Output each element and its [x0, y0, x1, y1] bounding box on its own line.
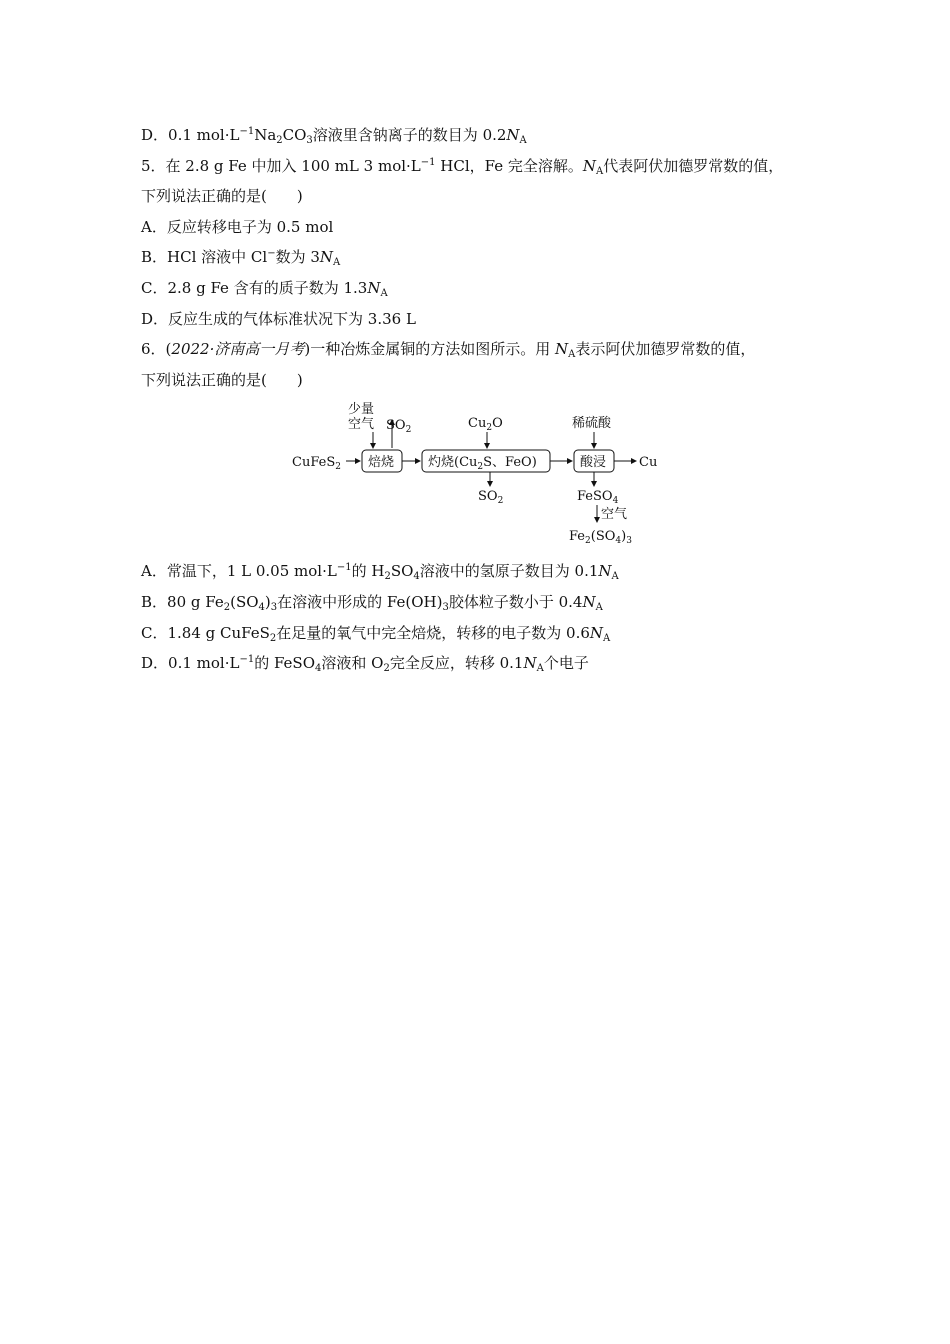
- roast-input-bottom: 空气: [348, 417, 375, 432]
- byproduct-fe2so43: $Fe_2(SO_4)_3$: [569, 529, 632, 546]
- q4-option-d: D．0.1 $mol\cdot L^{-1}Na_2CO_3$溶液里含钠离子的数目为 $0.2N_A$: [141, 126, 527, 146]
- roast-input-top: 少量: [348, 402, 375, 417]
- q6-option-c: C．1.84 g CuFeS$_2$在足量的氧气中完全焙烧，转移的电子数为 $0.6N_A$: [141, 624, 611, 644]
- q5-stem-line2: 下列说法正确的是( ): [141, 187, 303, 205]
- step-roasting-label: 焙烧: [368, 455, 395, 470]
- q6-stem-line2: 下列说法正确的是( ): [141, 371, 303, 389]
- q5-option-b: B．HCl 溶液中 Cl−数为 $3N_A$: [141, 248, 341, 268]
- q6-option-b: B．80 g $Fe_2(SO_4)_3$在溶液中形成的 $Fe(OH)_3$胶体粒子数小于 $0.4N_A$: [141, 593, 603, 613]
- step-calcination-label: 灼烧($Cu_2S$、FeO): [428, 455, 537, 472]
- q5-option-d: D．反应生成的气体标准状况下为 3.36 L: [141, 310, 416, 328]
- q6-option-a: A．常温下，1 L 0.05 $mol\cdot L^{-1}$的 $H_2SO_4$溶液中的氢原子数目为 $0.1N_A$: [141, 562, 619, 582]
- q6-option-d: D．0.1 $mol\cdot L^{-1}$的 FeSO$_4$溶液和 $O_2$完全反应，转移 $0.1N_A$个电子: [141, 654, 589, 674]
- oxidant-air: 空气: [601, 507, 628, 522]
- flow-input-cufes2: CuFeS$_2$: [292, 455, 341, 472]
- q6-stem-line1: 6．(2022·济南高一月考)一种冶炼金属铜的方法如图所示。用 $N_A$表示阿伏加德罗常数的值，: [141, 340, 756, 360]
- leach-input-acid: 稀硫酸: [572, 416, 612, 431]
- step-leaching-label: 酸浸: [580, 455, 607, 470]
- q5-stem-line1: 5．在 2.8 g Fe 中加入 100 mL 3 $mol\cdot L^{-1}$ HCl，Fe 完全溶解。$N_A$代表阿伏加德罗常数的值，: [141, 157, 784, 177]
- roast-output-so2: $SO_2$: [386, 418, 412, 435]
- q5-option-c: C．2.8 g Fe 含有的质子数为 $1.3N_A$: [141, 279, 388, 299]
- flow-product-cu: Cu: [639, 455, 658, 470]
- copper-smelting-flowchart: [280, 398, 680, 548]
- calcine-input-cu2o: $Cu_2O$: [468, 416, 503, 433]
- q5-option-a: A．反应转移电子为 0.5 mol: [141, 218, 334, 236]
- byproduct-feso4: FeSO$_4$: [577, 489, 619, 506]
- calcine-output-so2: $SO_2$: [478, 489, 504, 506]
